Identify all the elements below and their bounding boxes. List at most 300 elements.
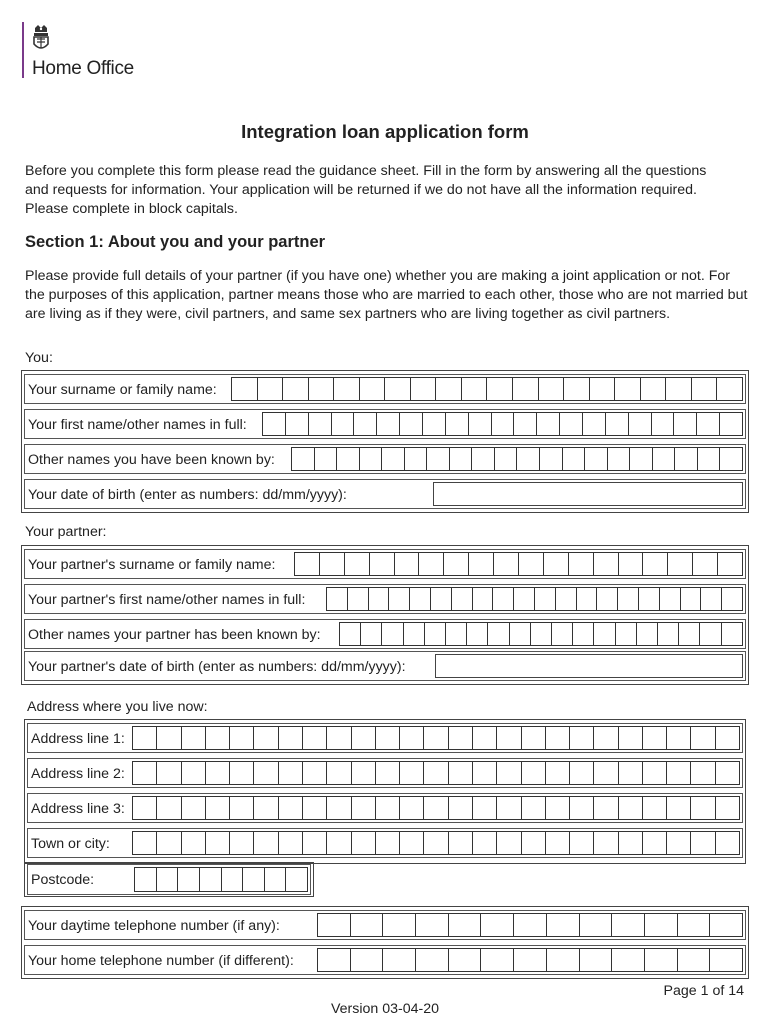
character-box[interactable] <box>264 868 286 891</box>
character-box[interactable] <box>308 378 334 400</box>
character-box[interactable] <box>551 623 572 645</box>
town-input[interactable] <box>132 831 740 855</box>
character-box[interactable] <box>513 588 534 610</box>
character-box[interactable] <box>448 727 472 749</box>
character-box[interactable] <box>229 832 253 854</box>
character-box[interactable] <box>253 727 277 749</box>
character-box[interactable] <box>555 588 576 610</box>
character-box[interactable] <box>257 378 283 400</box>
character-box[interactable] <box>423 797 447 819</box>
character-box[interactable] <box>326 832 350 854</box>
character-box[interactable] <box>617 588 638 610</box>
character-box[interactable] <box>719 413 742 435</box>
partner-label: Your partner: <box>25 524 107 540</box>
character-box[interactable] <box>487 623 508 645</box>
character-box[interactable] <box>618 727 642 749</box>
character-box[interactable] <box>340 623 360 645</box>
other-names-input[interactable] <box>291 447 743 471</box>
character-box[interactable] <box>543 553 568 575</box>
character-box[interactable] <box>423 727 447 749</box>
home-phone-input[interactable] <box>317 948 743 972</box>
character-box[interactable] <box>690 762 714 784</box>
character-box[interactable] <box>471 448 494 470</box>
surname-input[interactable] <box>231 377 743 401</box>
character-box[interactable] <box>680 588 701 610</box>
character-box[interactable] <box>678 623 699 645</box>
character-box[interactable] <box>699 623 720 645</box>
first-name-input[interactable] <box>262 412 743 436</box>
character-box[interactable] <box>491 413 514 435</box>
home-phone-label: Your home telephone number (if different): <box>28 953 294 969</box>
character-box[interactable] <box>559 413 582 435</box>
character-box[interactable] <box>409 588 430 610</box>
character-box[interactable] <box>423 762 447 784</box>
character-box[interactable] <box>369 553 394 575</box>
character-box[interactable] <box>418 553 443 575</box>
character-box[interactable] <box>593 762 617 784</box>
partner-surname-input[interactable] <box>294 552 743 576</box>
character-box[interactable] <box>715 727 739 749</box>
character-box[interactable] <box>445 413 468 435</box>
character-box[interactable] <box>359 448 382 470</box>
phone-group <box>21 906 749 979</box>
character-box[interactable] <box>461 378 487 400</box>
character-box[interactable] <box>651 413 674 435</box>
character-box[interactable] <box>242 868 264 891</box>
character-box[interactable] <box>629 448 652 470</box>
address-line-1-label: Address line 1: <box>31 731 125 747</box>
character-box[interactable] <box>521 797 545 819</box>
character-box[interactable] <box>509 623 530 645</box>
character-box[interactable] <box>568 553 593 575</box>
character-box[interactable] <box>579 914 612 936</box>
character-box[interactable] <box>480 914 513 936</box>
character-box[interactable] <box>666 832 690 854</box>
character-box[interactable] <box>278 762 302 784</box>
character-box[interactable] <box>642 832 666 854</box>
character-box[interactable] <box>221 868 243 891</box>
character-box[interactable] <box>530 623 551 645</box>
character-box[interactable] <box>618 797 642 819</box>
character-box[interactable] <box>512 378 538 400</box>
character-box[interactable] <box>326 727 350 749</box>
character-box[interactable] <box>285 413 308 435</box>
character-box[interactable] <box>466 623 487 645</box>
address-line-3-row <box>27 793 743 823</box>
character-box[interactable] <box>253 762 277 784</box>
royal-crest-icon <box>30 24 52 54</box>
character-box[interactable] <box>253 797 277 819</box>
character-box[interactable] <box>715 762 739 784</box>
character-box[interactable] <box>516 448 539 470</box>
character-box[interactable] <box>331 413 354 435</box>
partner-first-name-input[interactable] <box>326 587 743 611</box>
character-box[interactable] <box>576 588 597 610</box>
page-number: Page 1 of 14 <box>663 983 744 999</box>
character-box[interactable] <box>388 588 409 610</box>
character-box[interactable] <box>381 623 402 645</box>
character-box[interactable] <box>674 448 697 470</box>
character-box[interactable] <box>717 553 742 575</box>
character-box[interactable] <box>579 949 612 971</box>
character-box[interactable] <box>351 762 375 784</box>
first-name-label: Your first name/other names in full: <box>28 417 247 433</box>
character-box[interactable] <box>375 797 399 819</box>
character-box[interactable] <box>333 378 359 400</box>
character-box[interactable] <box>618 832 642 854</box>
partner-other-names-row <box>24 619 746 649</box>
character-box[interactable] <box>399 762 423 784</box>
character-box[interactable] <box>403 623 424 645</box>
you-group <box>21 370 749 513</box>
character-box[interactable] <box>282 378 308 400</box>
character-box[interactable] <box>513 914 546 936</box>
character-box[interactable] <box>539 448 562 470</box>
character-box[interactable] <box>545 797 569 819</box>
character-box[interactable] <box>314 448 337 470</box>
character-box[interactable] <box>384 378 410 400</box>
form-title: Integration loan application form <box>241 121 529 142</box>
character-box[interactable] <box>319 553 344 575</box>
character-box[interactable] <box>697 448 720 470</box>
partner-dob-row <box>24 651 746 681</box>
character-box[interactable] <box>205 727 229 749</box>
character-box[interactable] <box>480 949 513 971</box>
character-box[interactable] <box>382 949 415 971</box>
address-group <box>24 719 746 864</box>
character-box[interactable] <box>435 378 461 400</box>
character-box[interactable] <box>448 797 472 819</box>
character-box[interactable] <box>569 762 593 784</box>
partner-first-name-label: Your partner's first name/other names in full: <box>28 592 306 608</box>
address-line-2-row <box>27 758 743 788</box>
address-line-1-row <box>27 723 743 753</box>
character-box[interactable] <box>691 378 717 400</box>
character-box[interactable] <box>611 949 644 971</box>
character-box[interactable] <box>614 378 640 400</box>
character-box[interactable] <box>472 797 496 819</box>
character-box[interactable] <box>589 378 615 400</box>
character-box[interactable] <box>336 448 359 470</box>
character-box[interactable] <box>382 914 415 936</box>
character-box[interactable] <box>692 553 717 575</box>
first-name-row <box>24 409 746 439</box>
character-box[interactable] <box>607 448 630 470</box>
character-box[interactable] <box>263 413 285 435</box>
character-box[interactable] <box>472 727 496 749</box>
character-box[interactable] <box>285 868 307 891</box>
character-box[interactable] <box>493 553 518 575</box>
character-box[interactable] <box>536 413 559 435</box>
character-box[interactable] <box>593 553 618 575</box>
character-box[interactable] <box>156 727 180 749</box>
character-box[interactable] <box>205 832 229 854</box>
character-box[interactable] <box>468 413 491 435</box>
character-box[interactable] <box>347 588 368 610</box>
character-box[interactable] <box>278 727 302 749</box>
character-box[interactable] <box>569 797 593 819</box>
daytime-phone-label: Your daytime telephone number (if any): <box>28 918 280 934</box>
character-box[interactable] <box>326 797 350 819</box>
character-box[interactable] <box>375 832 399 854</box>
character-box[interactable] <box>448 832 472 854</box>
daytime-phone-row <box>24 910 746 940</box>
character-box[interactable] <box>404 448 427 470</box>
character-box[interactable] <box>496 727 520 749</box>
partner-dob-label: Your partner's date of birth (enter as numbers: dd/mm/yyyy): <box>28 659 406 675</box>
character-box[interactable] <box>156 868 178 891</box>
character-box[interactable] <box>534 588 555 610</box>
character-box[interactable] <box>302 762 326 784</box>
character-box[interactable] <box>709 914 742 936</box>
character-box[interactable] <box>278 797 302 819</box>
daytime-phone-input[interactable] <box>317 913 743 937</box>
address-line-1-input[interactable] <box>132 726 740 750</box>
character-box[interactable] <box>496 832 520 854</box>
postcode-group <box>24 862 314 897</box>
character-box[interactable] <box>618 553 643 575</box>
character-box[interactable] <box>472 762 496 784</box>
character-box[interactable] <box>359 378 385 400</box>
character-box[interactable] <box>278 832 302 854</box>
character-box[interactable] <box>696 413 719 435</box>
character-box[interactable] <box>205 797 229 819</box>
character-box[interactable] <box>394 553 419 575</box>
character-box[interactable] <box>665 378 691 400</box>
character-box[interactable] <box>133 762 156 784</box>
character-box[interactable] <box>448 762 472 784</box>
character-box[interactable] <box>376 413 399 435</box>
character-box[interactable] <box>292 448 314 470</box>
character-box[interactable] <box>569 832 593 854</box>
character-box[interactable] <box>302 832 326 854</box>
character-box[interactable] <box>295 553 319 575</box>
character-box[interactable] <box>253 832 277 854</box>
character-box[interactable] <box>677 914 710 936</box>
character-box[interactable] <box>353 413 376 435</box>
character-box[interactable] <box>563 378 589 400</box>
character-box[interactable] <box>375 727 399 749</box>
character-box[interactable] <box>133 797 156 819</box>
character-box[interactable] <box>448 949 481 971</box>
character-box[interactable] <box>232 378 257 400</box>
character-box[interactable] <box>302 727 326 749</box>
character-box[interactable] <box>156 797 180 819</box>
partner-dob-input[interactable] <box>435 654 743 678</box>
character-box[interactable] <box>399 413 422 435</box>
partner-other-names-input[interactable] <box>339 622 743 646</box>
character-box[interactable] <box>593 797 617 819</box>
character-box[interactable] <box>449 448 472 470</box>
character-box[interactable] <box>181 797 205 819</box>
character-box[interactable] <box>562 448 585 470</box>
character-box[interactable] <box>443 553 468 575</box>
character-box[interactable] <box>229 762 253 784</box>
character-box[interactable] <box>572 623 593 645</box>
character-box[interactable] <box>721 588 742 610</box>
character-box[interactable] <box>605 413 628 435</box>
character-box[interactable] <box>569 727 593 749</box>
partner-group <box>21 545 749 685</box>
character-box[interactable] <box>399 727 423 749</box>
character-box[interactable] <box>156 832 180 854</box>
character-box[interactable] <box>133 832 156 854</box>
character-box[interactable] <box>156 762 180 784</box>
character-box[interactable] <box>640 378 666 400</box>
partner-first-name-row <box>24 584 746 614</box>
character-box[interactable] <box>618 762 642 784</box>
character-box[interactable] <box>615 623 636 645</box>
character-box[interactable] <box>494 448 517 470</box>
character-box[interactable] <box>545 762 569 784</box>
character-box[interactable] <box>546 914 579 936</box>
character-box[interactable] <box>513 949 546 971</box>
character-box[interactable] <box>229 727 253 749</box>
section-heading: Section 1: About you and your partner <box>25 233 326 251</box>
character-box[interactable] <box>423 832 447 854</box>
character-box[interactable] <box>181 727 205 749</box>
character-box[interactable] <box>133 727 156 749</box>
character-box[interactable] <box>657 623 678 645</box>
character-box[interactable] <box>513 413 536 435</box>
other-names-row <box>24 444 746 474</box>
character-box[interactable] <box>486 378 512 400</box>
character-box[interactable] <box>642 553 667 575</box>
town-row <box>27 828 743 858</box>
character-box[interactable] <box>667 553 692 575</box>
character-box[interactable] <box>677 949 710 971</box>
character-box[interactable] <box>492 588 513 610</box>
character-box[interactable] <box>546 949 579 971</box>
character-box[interactable] <box>424 623 445 645</box>
character-box[interactable] <box>644 949 677 971</box>
character-box[interactable] <box>351 727 375 749</box>
character-box[interactable] <box>716 378 742 400</box>
character-box[interactable] <box>410 378 436 400</box>
address-line-3-input[interactable] <box>132 796 740 820</box>
partner-other-names-label: Other names your partner has been known by: <box>28 627 321 643</box>
character-box[interactable] <box>642 797 666 819</box>
character-box[interactable] <box>468 553 493 575</box>
character-box[interactable] <box>721 623 742 645</box>
character-box[interactable] <box>350 914 383 936</box>
character-box[interactable] <box>628 413 651 435</box>
character-box[interactable] <box>302 797 326 819</box>
character-box[interactable] <box>496 797 520 819</box>
character-box[interactable] <box>666 727 690 749</box>
character-box[interactable] <box>181 832 205 854</box>
character-box[interactable] <box>659 588 680 610</box>
character-box[interactable] <box>715 797 739 819</box>
character-box[interactable] <box>368 588 389 610</box>
character-box[interactable] <box>318 949 350 971</box>
character-box[interactable] <box>593 832 617 854</box>
character-box[interactable] <box>308 413 331 435</box>
home-phone-row <box>24 945 746 975</box>
town-label: Town or city: <box>31 836 110 852</box>
character-box[interactable] <box>181 762 205 784</box>
character-box[interactable] <box>360 623 381 645</box>
character-box[interactable] <box>451 588 472 610</box>
character-box[interactable] <box>375 762 399 784</box>
character-box[interactable] <box>644 914 677 936</box>
character-box[interactable] <box>350 949 383 971</box>
address-line-2-input[interactable] <box>132 761 740 785</box>
character-box[interactable] <box>351 797 375 819</box>
character-box[interactable] <box>545 727 569 749</box>
character-box[interactable] <box>177 868 199 891</box>
character-box[interactable] <box>326 762 350 784</box>
character-box[interactable] <box>351 832 375 854</box>
character-box[interactable] <box>518 553 543 575</box>
character-box[interactable] <box>709 949 742 971</box>
character-box[interactable] <box>636 623 657 645</box>
character-box[interactable] <box>719 448 742 470</box>
character-box[interactable] <box>521 727 545 749</box>
partner-surname-label: Your partner's surname or family name: <box>28 557 276 573</box>
dob-input[interactable] <box>433 482 743 506</box>
character-box[interactable] <box>415 914 448 936</box>
character-box[interactable] <box>381 448 404 470</box>
character-box[interactable] <box>415 949 448 971</box>
partner-surname-row <box>24 549 746 579</box>
character-box[interactable] <box>593 727 617 749</box>
character-box[interactable] <box>521 762 545 784</box>
character-box[interactable] <box>666 762 690 784</box>
character-box[interactable] <box>582 413 605 435</box>
character-box[interactable] <box>673 413 696 435</box>
character-box[interactable] <box>327 588 347 610</box>
character-box[interactable] <box>700 588 721 610</box>
character-box[interactable] <box>521 832 545 854</box>
character-box[interactable] <box>642 727 666 749</box>
character-box[interactable] <box>445 623 466 645</box>
character-box[interactable] <box>399 832 423 854</box>
character-box[interactable] <box>690 832 714 854</box>
character-box[interactable] <box>593 623 614 645</box>
character-box[interactable] <box>545 832 569 854</box>
character-box[interactable] <box>642 762 666 784</box>
character-box[interactable] <box>611 914 644 936</box>
character-box[interactable] <box>344 553 369 575</box>
character-box[interactable] <box>596 588 617 610</box>
character-box[interactable] <box>430 588 451 610</box>
character-box[interactable] <box>472 832 496 854</box>
character-box[interactable] <box>205 762 229 784</box>
character-box[interactable] <box>496 762 520 784</box>
character-box[interactable] <box>199 868 221 891</box>
character-box[interactable] <box>584 448 607 470</box>
character-box[interactable] <box>638 588 659 610</box>
character-box[interactable] <box>229 797 253 819</box>
character-box[interactable] <box>426 448 449 470</box>
character-box[interactable] <box>666 797 690 819</box>
character-box[interactable] <box>448 914 481 936</box>
other-names-label: Other names you have been known by: <box>28 452 275 468</box>
character-box[interactable] <box>318 914 350 936</box>
character-box[interactable] <box>135 868 156 891</box>
postcode-input[interactable] <box>134 867 308 892</box>
character-box[interactable] <box>652 448 675 470</box>
dob-label: Your date of birth (enter as numbers: dd/mm/yyyy): <box>28 487 347 503</box>
character-box[interactable] <box>715 832 739 854</box>
character-box[interactable] <box>422 413 445 435</box>
character-box[interactable] <box>472 588 493 610</box>
character-box[interactable] <box>690 727 714 749</box>
character-box[interactable] <box>399 797 423 819</box>
character-box[interactable] <box>538 378 564 400</box>
character-box[interactable] <box>690 797 714 819</box>
